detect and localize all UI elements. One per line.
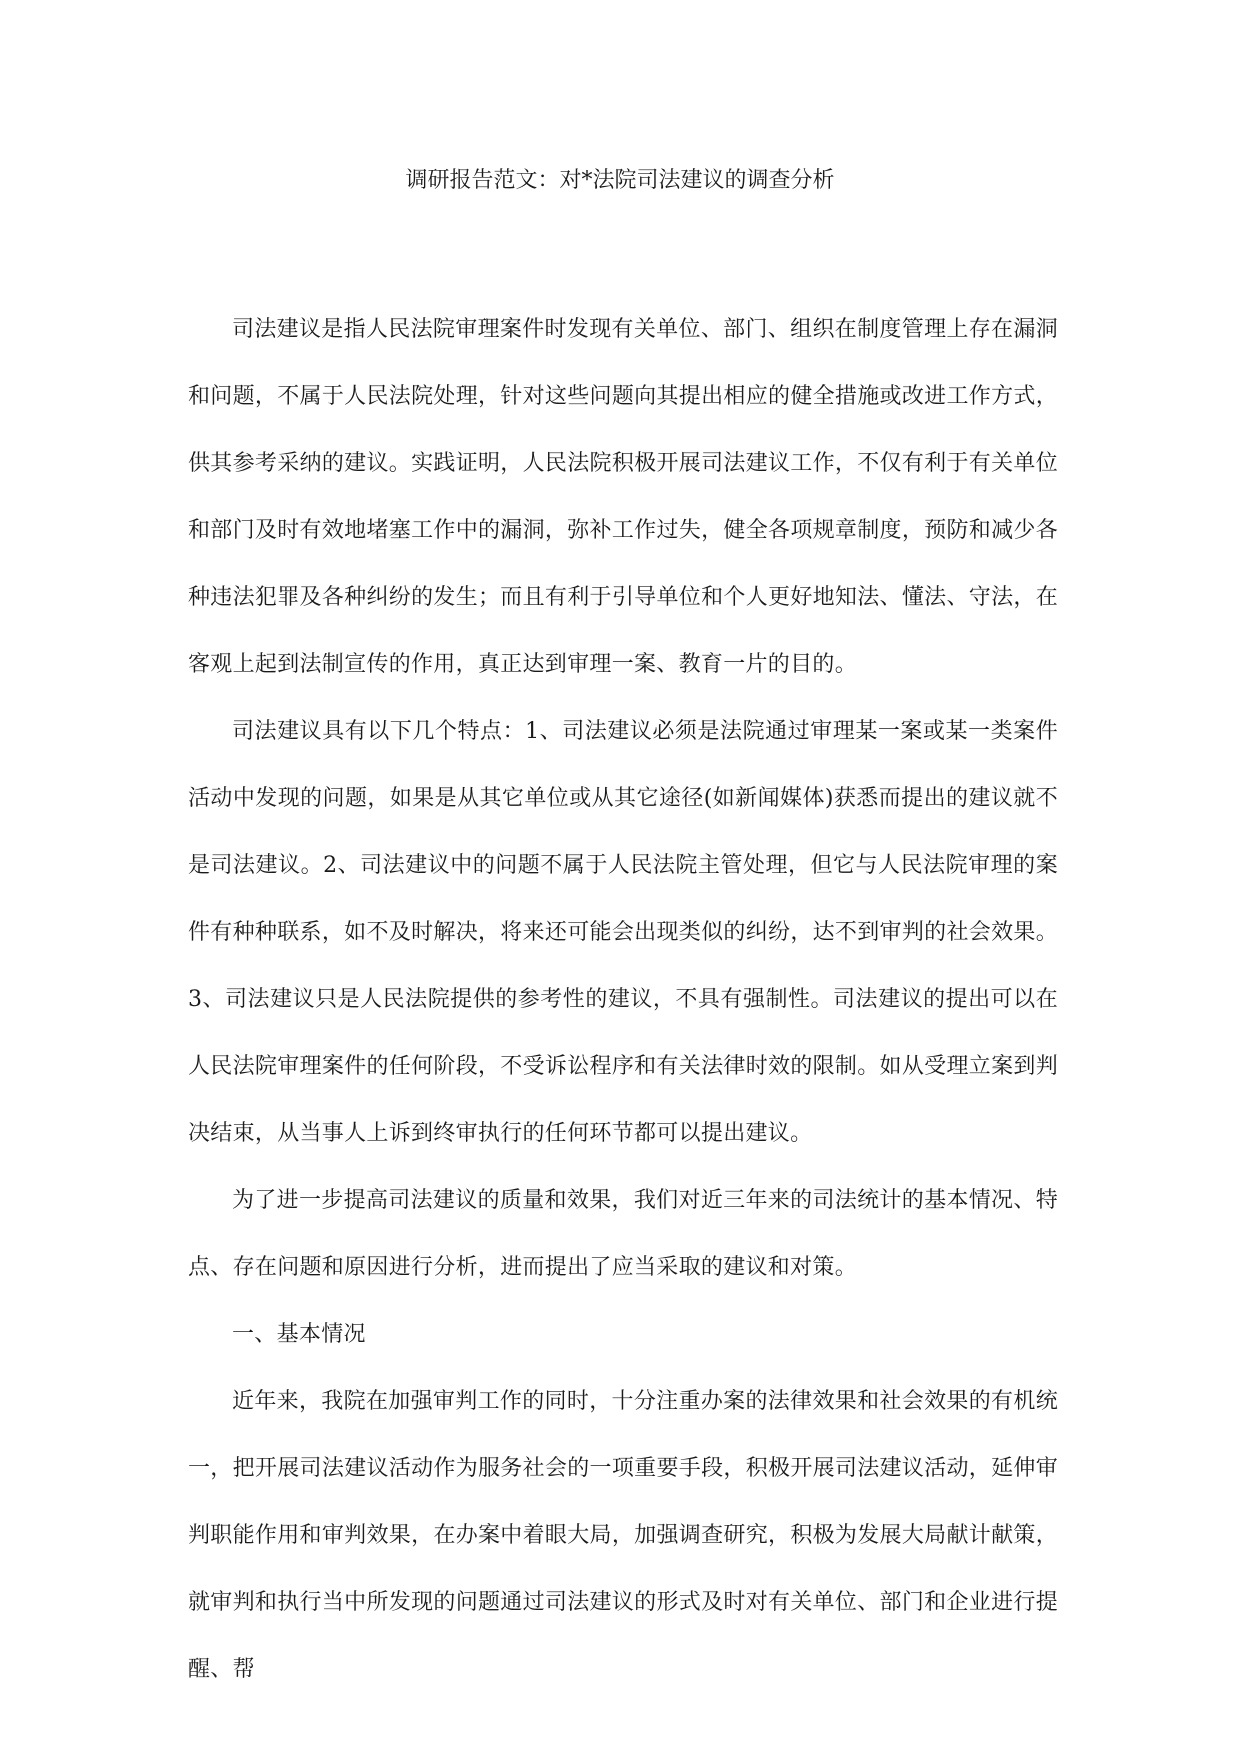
- paragraph-purpose: 为了进一步提高司法建议的质量和效果，我们对近三年来的司法统计的基本情况、特点、存在问题和原因进行分析，进而提出了应当采取的建议和对策。: [188, 1188, 1058, 1280]
- document-title: 调研报告范文：对*法院司法建议的调查分析: [405, 168, 835, 193]
- document-body: [188, 296, 1058, 1703]
- paragraph-recent-years: 近年来，我院在加强审判工作的同时，十分注重办案的法律效果和社会效果的有机统一，把开展司法建议活动作为服务社会的一项重要手段，积极开展司法建议活动，延伸审判职能作用和审判效果，在办案中着眼大局，加强调查研究，积极为发展大局献计献策，就审判和执行当中所发现的问题通过司法建议的形式及时对有关单位、部门和企业进行提醒、帮: [188, 1389, 1058, 1682]
- paragraph-characteristics: 司法建议具有以下几个特点：1、司法建议必须是法院通过审理某一案或某一类案件活动中发现的问题，如果是从其它单位或从其它途径(如新闻媒体)获悉而提出的建议就不是司法建议。2、司法建议中的问题不属于人民法院主管处理，但它与人民法院审理的案件有种种联系，如不及时解决，将来还可能会出现类似的纠纷，达不到审判的社会效果。3、司法建议只是人民法院提供的参考性的建议，不具有强制性。司法建议的提出可以在人民法院审理案件的任何阶段，不受诉讼程序和有关法律时效的限制。如从受理立案到判决结束，从当事人上诉到终审执行的任何环节都可以提出建议。: [188, 719, 1058, 1146]
- paragraph-intro: 司法建议是指人民法院审理案件时发现有关单位、部门、组织在制度管理上存在漏洞和问题，不属于人民法院处理，针对这些问题向其提出相应的健全措施或改进工作方式，供其参考采纳的建议。实践证明，人民法院积极开展司法建议工作，不仅有利于有关单位和部门及时有效地堵塞工作中的漏洞，弥补工作过失，健全各项规章制度，预防和减少各种违法犯罪及各种纠纷的发生；而且有利于引导单位和个人更好地知法、懂法、守法，在客观上起到法制宣传的作用，真正达到审理一案、教育一片的目的。: [188, 317, 1058, 677]
- section-heading-basic-situation: 一、基本情况: [232, 1322, 366, 1347]
